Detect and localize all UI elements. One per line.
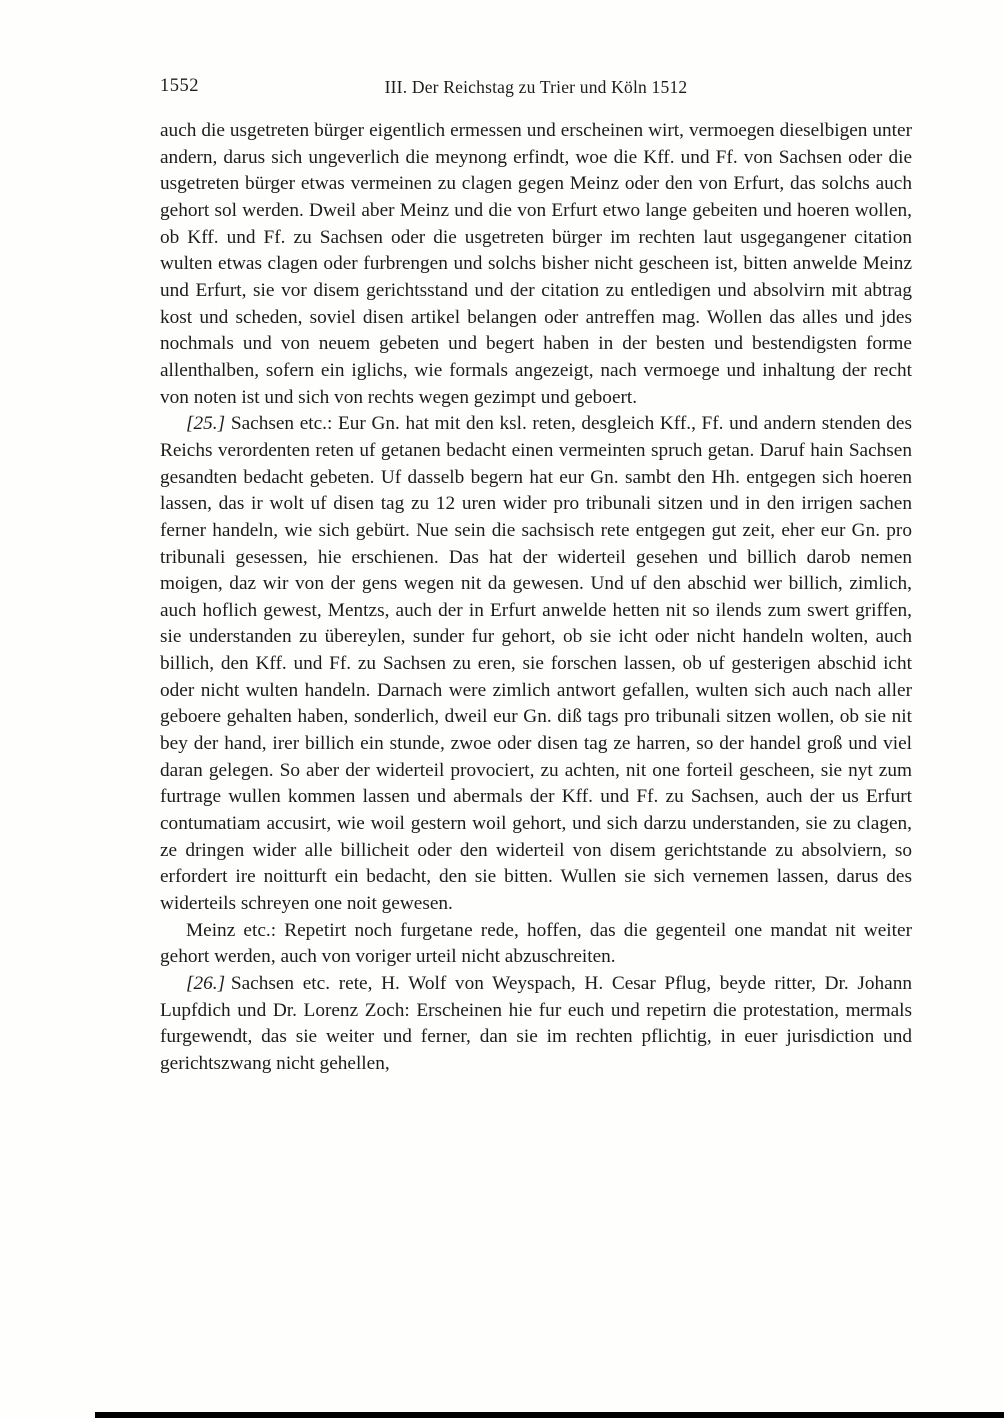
- running-header-title: III. Der Reichstag zu Trier und Köln 1512: [384, 77, 688, 97]
- paragraph-25: [160, 411, 912, 917]
- scan-edge-artifact: [95, 1412, 1004, 1418]
- running-header: [160, 76, 912, 100]
- paragraph-meinz: [160, 918, 912, 971]
- paragraph-text: Sachsen etc. rete, H. Wolf von Weyspach, H. Cesar Pflug, beyde ritter, Dr. Johann Lupfdich und Dr. Lorenz Zoch: Erscheinen hie fur euch und repetirn die protestation, mermals furgewendt, das sie weiter und ferner, dan sie im rechten pflichtig, in euer jurisdiction und gerichtszwang nicht gehellen,: [160, 973, 912, 1074]
- paragraph-text: auch die usgetreten bürger eigentlich ermessen und erscheinen wirt, vermoegen dieselbigen unter andern, darus sich ungeverlich die meynong erfindt, woe die Kff. und Ff. von Sachsen oder die usgetreten bürger etwas vermeinen zu clagen gegen Meinz oder den von Erfurt, das solchs auch gehort sol werden. Dweil aber Meinz und die von Erfurt etwo lange gebeiten und hoeren wollen, ob Kff. und Ff. zu Sachsen oder die usgetreten bürger im rechten laut usgegangener citation wulten etwas clagen oder furbrengen und solchs bisher nicht gescheen ist, bitten anwelde Meinz und Erfurt, sie vor disem gerichtsstand und der citation zu entledigen und absolvirn mit abtrag kost und scheden, soviel disen artikel belangen oder antreffen mag. Wollen das alles und jdes nochmals und von neuem gebeten und begert haben in der besten und bestendigsten forme allenthalben, sofern ein iglichs, wie formals angezeigt, nach vermoege und inhaltung der recht von noten ist und sich von rechts wegen gezimpt und geboert.: [160, 120, 912, 408]
- paragraph-text: Sachsen etc.: Eur Gn. hat mit den ksl. reten, desgleich Kff., Ff. und andern stenden des Reichs verordenten reten uf getanen bedacht einen vermeinten spruch getan. Daruf hain Sachsen gesandten bedacht gebeten. Uf dasselb begern hat eur Gn. sambt den Hh. entgegen sich hoeren lassen, das ir wolt uf disen tag zu 12 uren wider pro tribunali sitzen und in den irrigen sachen ferner handeln, wie sich gebürt. Nue sein die sachsisch rete entgegen gut zeit, eher eur Gn. pro tribunali gesessen, hie erschienen. Das hat der widerteil gesehen und billich darob nemen moigen, daz wir von der gens wegen nit da gewesen. Und uf den abschid wer billich, zimlich, auch hoflich gewest, Mentzs, auch der in Erfurt anwelde hetten nit so ilends zum swert griffen, sie understanden zu übereylen, sunder fur gehort, ob sie icht oder nicht handeln wolten, auch billich, den Kff. und Ff. zu Sachsen zu eren, sie forschen lassen, ob uf gesterigen abschid icht oder nicht wulten handeln. Darnach were zimlich antwort gefallen, wulten sich auch nach aller geboere gehalten haben, sonderlich, dweil eur Gn. diß tags pro tribunali sitzen wollen, ob sie nit bey der hand, irer billich ein stunde, zwoe oder disen tag ze harren, so der handel groß und viel daran gelegen. So aber der widerteil provociert, zu achten, nit one forteil gescheen, sie nyt zum furtrage wullen kommen lassen und abermals der Kff. und Ff. zu Sachsen, auch der us Erfurt contumatiam accusirt, wie woil gestern woil gehort, und sich darzu understanden, sie zu clagen, ze dringen wider alle billicheit oder den widerteil von disem gerichtstande zu absolviern, so erfordert ire noitturft ein bedacht, den sie bitten. Wullen sie sich vernemen lassen, darus des widerteils schreyen one noit gewesen.: [160, 413, 912, 915]
- paragraph-text: Meinz etc.: Repetirt noch furgetane rede, hoffen, das die gegenteil one mandat nit weiter gehort werden, auch von voriger urteil nicht abzuschreiten.: [160, 919, 912, 968]
- page-number: 1552: [160, 76, 199, 96]
- paragraph-26: [160, 971, 912, 1078]
- text-block: [160, 118, 912, 1078]
- paragraph-number: [26.]: [186, 973, 226, 994]
- paragraph-number: [25.]: [186, 413, 226, 435]
- paragraph-continuation: [160, 118, 912, 411]
